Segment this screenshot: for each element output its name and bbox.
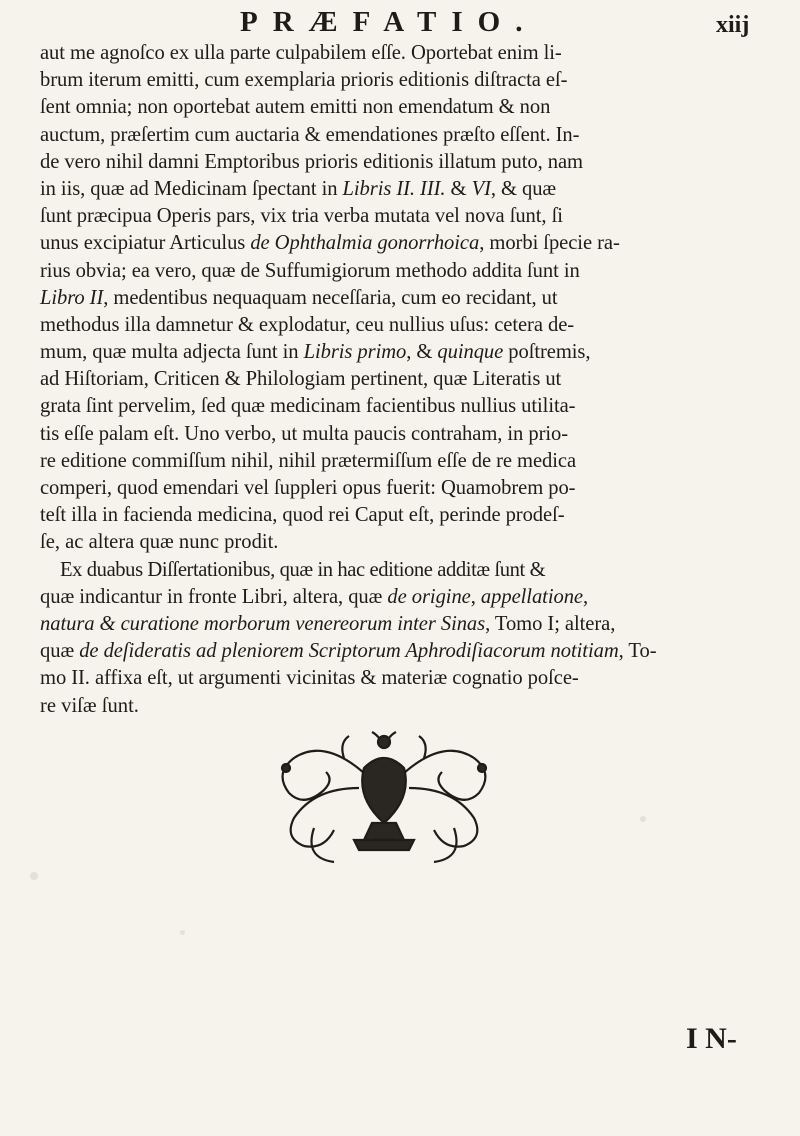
text-line: brum iterum emitti, cum exemplaria prioris editionis diſtracta eſ- bbox=[40, 69, 568, 92]
text-line: Ex duabus Diſſertationibus, quæ in hac editione additæ ſunt & bbox=[60, 558, 546, 581]
text-line: tis eſſe palam eſt. Uno verbo, ut multa paucis contraham, in prio- bbox=[40, 422, 569, 445]
floral-vase-ornament-icon bbox=[254, 728, 514, 868]
body-text bbox=[40, 40, 770, 720]
text-line: ſunt præcipua Operis pars, vix tria verba mutata vel nova ſunt, ſi bbox=[40, 205, 563, 228]
text-line: Libro II, medentibus nequaquam neceſſaria, cum eo recidant, ut bbox=[40, 286, 558, 309]
text-line: re editione commiſſum nihil, nihil prætermiſſum eſſe de re medica bbox=[40, 449, 577, 472]
running-title: PRÆFATIO. bbox=[240, 6, 538, 38]
text-line: de vero nihil damni Emptoribus prioris editionis illatum puto, nam bbox=[40, 150, 583, 173]
catchword: I N- bbox=[686, 1022, 737, 1055]
paragraph-2 bbox=[40, 557, 770, 720]
page-number: xiij bbox=[716, 12, 750, 38]
text-line: ſe, ac altera quæ nunc prodit. bbox=[40, 531, 279, 554]
text-line: natura & curatione morborum venereorum inter Sinas, Tomo I; altera, bbox=[40, 612, 616, 635]
text-line: in iis, quæ ad Medicinam ſpectant in Libris II. III. & VI, & quæ bbox=[40, 177, 557, 200]
text-line: re viſæ ſunt. bbox=[40, 694, 139, 717]
text-line: ſent omnia; non oportebat autem emitti non emendatum & non bbox=[40, 96, 551, 119]
text-line: quæ indicantur in fronte Libri, altera, quæ de origine, appellatione, bbox=[40, 585, 589, 608]
paper-speck bbox=[640, 816, 646, 822]
text-line: mum, quæ multa adjecta ſunt in Libris primo, & quinque poſtremis, bbox=[40, 341, 591, 364]
text-line: teſt illa in facienda medicina, quod rei Caput eſt, perinde prodeſ- bbox=[40, 504, 565, 527]
text-line: comperi, quod emendari vel ſuppleri opus fuerit: Quamobrem po- bbox=[40, 477, 576, 499]
paper-speck bbox=[30, 872, 38, 880]
paragraph-1 bbox=[40, 40, 770, 557]
text-line: unus excipiatur Articulus de Ophthalmia gonorrhoica, morbi ſpecie ra- bbox=[40, 232, 620, 255]
text-line: ad Hiſtoriam, Criticen & Philologiam pertinent, quæ Literatis ut bbox=[40, 368, 562, 391]
text-line: auctum, præſertim cum auctaria & emendationes præſto eſſent. In- bbox=[40, 123, 580, 146]
text-line: quæ de deſideratis ad pleniorem Scriptorum Aphrodiſiacorum notitiam, To- bbox=[40, 640, 657, 663]
text-line: grata ſint pervelim, ſed quæ medicinam facientibus nullius utilita- bbox=[40, 395, 576, 418]
text-line: methodus illa damnetur & explodatur, ceu nullius uſus: cetera de- bbox=[40, 313, 575, 336]
text-line: mo II. affixa eſt, ut argumenti vicinitas & materiæ cognatio poſce- bbox=[40, 667, 579, 690]
paper-speck bbox=[180, 930, 185, 935]
text-line: rius obvia; ea vero, quæ de Suffumigiorum methodo addita ſunt in bbox=[40, 259, 580, 282]
text-line: aut me agnoſco ex ulla parte culpabilem eſſe. Oportebat enim li- bbox=[40, 42, 562, 64]
